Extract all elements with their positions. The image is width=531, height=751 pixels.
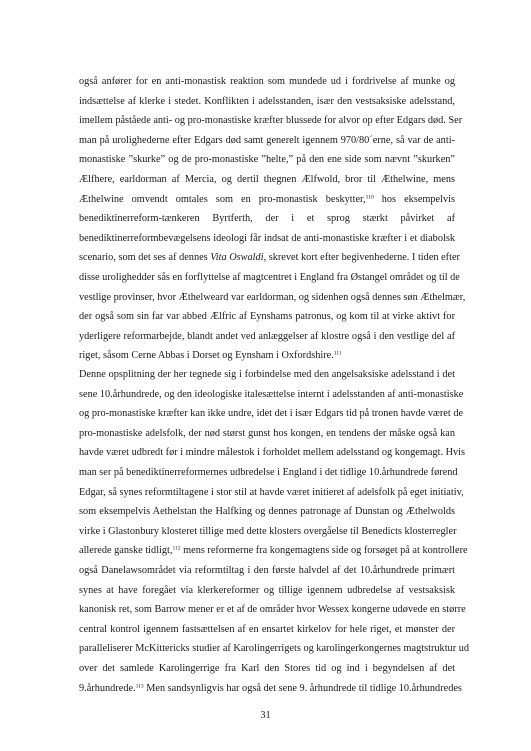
footnote-marker: 110 xyxy=(365,194,374,201)
footnote-marker: 113 xyxy=(135,683,144,689)
text-line xyxy=(79,346,455,366)
text-line xyxy=(79,483,464,503)
line-text: der også som sin far var abbed Ælfric af Eynshams patronus, og kom til at virke aktivt for xyxy=(79,311,455,323)
text-line xyxy=(79,561,455,581)
text-line xyxy=(79,111,463,131)
line-text: Denne opsplitning der her tegnede sig i forbindelse med den angelsaksiske adelsstand i det xyxy=(79,369,455,380)
text-line xyxy=(79,502,455,522)
line-text: over det samlede Karolingerrige fra Karl den Stores tid og ind i begyndelsen af det xyxy=(79,662,455,674)
text-line xyxy=(79,541,468,561)
line-text: man ser på benediktinerreformernes udbredelse i England i det tidlige 10.århundrede førend xyxy=(79,466,458,478)
line-text: pro-monastiske adelsfolk, der nød størst gunst hos kongen, en tendens der måske også kan xyxy=(79,427,455,439)
footnote-marker: 111 xyxy=(333,350,342,357)
text-line xyxy=(79,150,455,170)
text-line xyxy=(79,581,455,601)
text-line xyxy=(79,679,462,699)
text-line xyxy=(79,404,464,424)
paragraph-2 xyxy=(79,365,470,698)
text-line xyxy=(79,463,458,483)
line-text: indsættelse af klerke i stedet. Konflikten i adelsstanden, især den vestsaksiske adelsstand, xyxy=(79,95,455,107)
line-text: man på urolighederne efter Edgars død samt generelt igennem 970/80´erne, så var de anti- xyxy=(79,134,455,146)
text-line xyxy=(79,92,455,112)
text-line xyxy=(79,288,466,308)
line-text: virke i Glastonbury klosteret tillige med dette klosters overgåelse til Benedicts klosterregler xyxy=(79,525,457,537)
text-line xyxy=(79,522,455,542)
line-text: paralleliserer McKittericks studier af Karolingerrigets og karolingerkongernes magtstruktur ud xyxy=(79,643,470,655)
line-text-continued: mens reformerne fra kongemagtens side og forsøget på at kontrollere xyxy=(180,545,468,557)
line-text-continued: Men sandsynligvis har også det sene 9. århundrede til tidlige 10.århundredes xyxy=(143,682,462,694)
text-line xyxy=(79,385,464,405)
line-text: monastiske ”skurke” og de pro-monastiske ”helte,” på den ene side som nævnt ”skurken” xyxy=(79,154,455,166)
line-text: Ælfhere, earldorman af Mercia, og dertil thegnen Ælfwold, bror til Æthelwine, mens xyxy=(79,173,455,185)
line-text: benediktinerreform-tænkeren Byrtferth, der i et sprog stærkt påvirket af xyxy=(79,213,455,225)
line-text: som eksempelvis Aethelstan the Halfking og dennes patronage af Dunstan og Æthelwolds xyxy=(79,506,455,518)
text-line xyxy=(79,131,455,151)
line-text: synes at have foregået via klerkereformer og tillige igennem udbredelse af vestsaksisk xyxy=(79,584,455,596)
text-line xyxy=(79,600,466,620)
text-line xyxy=(79,170,455,190)
paragraph-1 xyxy=(79,72,466,366)
text-line xyxy=(79,190,455,210)
line-text-continued: , skrevet kort efter begivenhederne. I tiden efter xyxy=(263,252,460,264)
line-text: yderligere reformarbejde, blandt andet ved anlæggelser af klostre også i den vestlige del af xyxy=(79,330,455,342)
page-number: 31 xyxy=(260,710,271,721)
text-line xyxy=(79,443,466,463)
text-line xyxy=(79,209,455,229)
text-line xyxy=(79,424,455,444)
text-line xyxy=(79,229,455,249)
italic-title: Vita Oswaldi xyxy=(210,252,264,264)
text-line xyxy=(79,307,455,327)
line-text: Æthelwine omvendt omtales som en pro-monastisk beskytter, xyxy=(79,193,366,205)
line-text: scenario, som det ses af dennes xyxy=(79,252,211,264)
text-line xyxy=(79,365,455,385)
line-text: imellem påståede anti- og pro-monastiske kræfter blussede for alvor op efter Edgars død. Ser xyxy=(79,115,463,127)
line-text: vestlige provinser, hvor Æthelweard var earldorman, og sidenhen også dennes søn Æthelmær, xyxy=(79,291,466,303)
line-text: benediktinerreformbevægelsens ideologi får indsat de anti-monastiske kræfter i et diabolsk xyxy=(79,232,455,244)
text-line xyxy=(79,620,455,640)
text-line xyxy=(79,248,460,268)
text-line xyxy=(79,327,455,347)
text-line xyxy=(79,639,470,659)
line-text: disse urolighedder sås en forflyttelse af magtcentret i England fra Østangel området og til de xyxy=(79,271,460,283)
text-line xyxy=(79,268,460,288)
line-text: riget, såsom Cerne Abbas i Dorset og Eynsham i Oxfordshire. xyxy=(79,350,334,362)
text-line xyxy=(79,72,455,92)
line-text: central kontrol igennem fastsættelsen af en ensartet kirkelov for hele riget, et mønster der xyxy=(79,623,455,635)
line-text: havde været udbredt før i mindre målestok i forholdet mellem adelsstand og kongemagt. Hvis xyxy=(79,447,466,459)
text-line xyxy=(79,659,455,679)
footnote-marker: 112 xyxy=(172,545,181,552)
line-text: kanonisk ret, som Barrow mener er et af de områder hvor Wessex kongerne udøvede en større xyxy=(79,604,466,616)
line-text-continued: hos eksempelvis xyxy=(373,193,455,205)
line-text: også Danelawsområdet via reformtiltag i den første halvdel af det 10.århundrede primært xyxy=(79,564,455,576)
line-text: allerede ganske tidligt, xyxy=(79,545,173,557)
line-text: sene 10.århundrede, og den ideologiske italesættelse internt i adelsstanden af anti-monastiske xyxy=(79,388,464,400)
line-text: 9.århundrede. xyxy=(79,682,136,694)
line-text: og pro-monastiske kræfter kan ikke undre, idet det i især Edgars tid på tronen havde været de xyxy=(79,408,464,420)
line-text: Edgar, så synes reformtiltagene i stor stil at havde været initieret af adelsfolk på eget initiativ, xyxy=(79,486,464,498)
line-text: også anfører for en anti-monastisk reaktion som mundede ud i fordrivelse af munke og xyxy=(79,76,455,87)
